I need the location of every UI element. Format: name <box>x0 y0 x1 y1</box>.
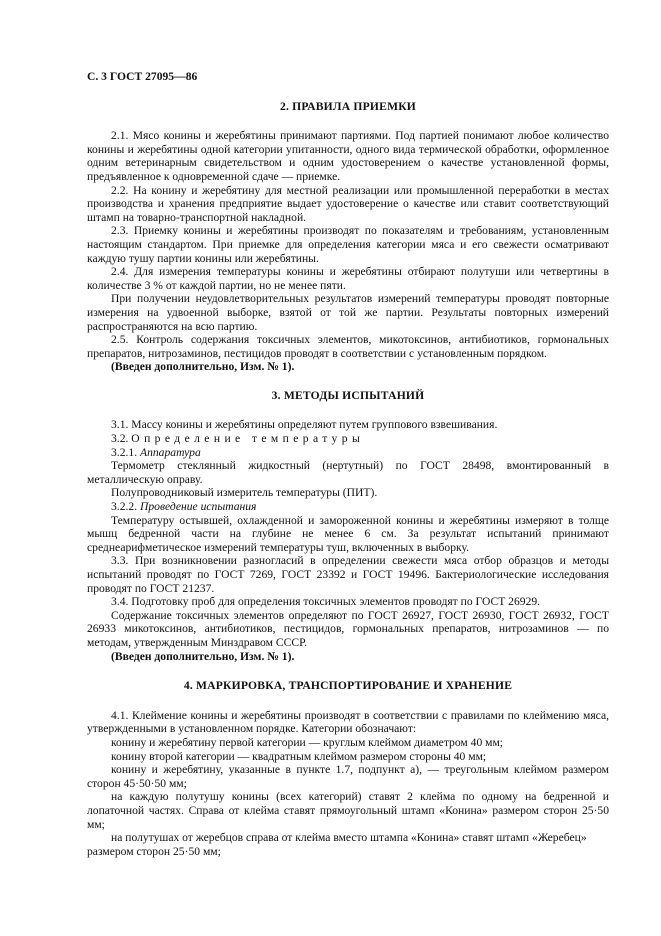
paragraph-2-1: 2.1. Мясо конины и жеребятины принимают партиями. Под партией понимают любое количество конины и жеребятины одной категории упитанности, одного вида термической обработки, оформленное одним ветеринарным свидетельством и одним удостоверением о качестве установленной формы, предъявленное к одновременной сдаче — приемке. <box>87 129 609 183</box>
paragraph-measurement: Температуру остывшей, охлажденной и замороженной конины и жеребятины измеряют в толще мышц бедренной части на глубине не менее 6 см. За результат испытаний принимают среднеарифметическое измерений температуры туш, включенных в выборку. <box>87 513 609 554</box>
section-2-title: 2. ПРАВИЛА ПРИЕМКИ <box>279 99 417 113</box>
paragraph-3-2 <box>87 432 609 446</box>
clause-number: 3.2. <box>111 432 129 446</box>
clause-heading-spaced: Определение температуры <box>131 432 365 446</box>
paragraph-2-4-repeat: При получении неудовлетворительных результатов измерений температуры проводят повторные измерения на удвоенной выборке, взятой от той же партии. Результаты повторных измерений распространяются на всю партию. <box>87 292 609 333</box>
section-4-title: 4. МАРКИРОВКА, ТРАНСПОРТИРОВАНИЕ И ХРАНЕНИЕ <box>183 679 513 693</box>
section-3-title: 3. МЕТОДЫ ИСПЫТАНИЙ <box>271 388 425 402</box>
clause-heading-italic: Аппаратура <box>140 445 201 459</box>
paragraph-4-1: 4.1. Клеймение конины и жеребятины производят в соответствии с правилами по клеймению мяса, утвержденными в установленном порядке. Категории обозначают: <box>87 708 609 736</box>
paragraph-half-carcass: на каждую полутушу конины (всех категорий) ставят 2 клейма по одному на бедренной и лопаточной частях. Справа от клейма ставят прямоугольный штамп «Конина» размером сторон 25·50 мм; <box>87 790 609 831</box>
paragraph-3-3: 3.3. При возникновении разногласий в определении свежести мяса отбор образцов и методы испытаний проводят по ГОСТ 7269, ГОСТ 23392 и ГОСТ 19496. Бактериологические исследования проводят по ГОСТ 21237. <box>87 554 609 595</box>
paragraph-3-2-1 <box>87 446 609 460</box>
amendment-note-2: (Введен дополнительно, Изм. № 1). <box>111 360 295 374</box>
paragraph-toxic-elements: Содержание токсичных элементов определяют по ГОСТ 26927, ГОСТ 26930, ГОСТ 26932, ГОСТ 26933 микотоксинов, антибиотиков, пестицидов, гормональных препаратов, нитрозаминов — по методам, утвержденным Минздравом СССР. <box>87 608 609 649</box>
paragraph-2-3: 2.3. Приемку конины и жеребятины производят по показателям и требованиям, установленным настоящим стандартом. При приемке для определения категории мяса и его свежести осматривают каждую тушу партии конины или жеребятины. <box>87 224 609 265</box>
paragraph-pit: Полупроводниковый измеритель температуры (ПИТ). <box>111 486 378 500</box>
paragraph-3-2-2 <box>87 500 609 514</box>
amendment-note-3: (Введен дополнительно, Изм. № 1). <box>111 649 295 663</box>
running-head: С. 3 ГОСТ 27095—86 <box>87 70 198 83</box>
paragraph-2-4: 2.4. Для измерения температуры конины и жеребятины отбирают полутуши или четвертины в количестве 3 % от каждой партии, но не менее пяти. <box>87 265 609 292</box>
paragraph-stallion: на полутушах от жеребцов справа от клейма вместо штампа «Конина» ставят штамп «Жеребец» размером сторон 25·50 мм; <box>87 831 587 858</box>
paragraph-second-category: конину второй категории — квадратным клеймом размером стороны 40 мм; <box>111 749 487 763</box>
paragraph-first-category: конину и жеребятину первой категории — круглым клеймом диаметром 40 мм; <box>111 735 504 749</box>
paragraph-3-1: 3.1. Массу конины и жеребятины определяют путем группового взвешивания. <box>111 418 498 432</box>
paragraph-thermometer: Термометр стеклянный жидкостный (нертутный) по ГОСТ 28498, вмонтированный в металлическую оправу. <box>87 459 609 486</box>
clause-number: 3.2.1. <box>111 445 138 459</box>
clause-heading-italic: Проведение испытания <box>140 500 257 514</box>
paragraph-2-2: 2.2. На конину и жеребятину для местной реализации или промышленной переработки в местах производства и хранения предприятие выдает удостоверение о качестве или ставит соответствующий штамп на товарно-транспортной накладной. <box>87 183 609 224</box>
paragraph-2-5: 2.5. Контроль содержания токсичных элементов, микотоксинов, антибиотиков, гормональных препаратов, нитрозаминов, пестицидов проводят в соответствии с установленным порядком. <box>87 333 609 360</box>
paragraph-triangle-stamp: конину и жеребятину, указанные в пункте 1.7, подпункт а), — треугольным клеймом размером сторон 45·50·50 мм; <box>87 763 609 790</box>
paragraph-3-4: 3.4. Подготовку проб для определения токсичных элементов проводят по ГОСТ 26929. <box>111 595 541 609</box>
clause-number: 3.2.2. <box>111 500 138 514</box>
